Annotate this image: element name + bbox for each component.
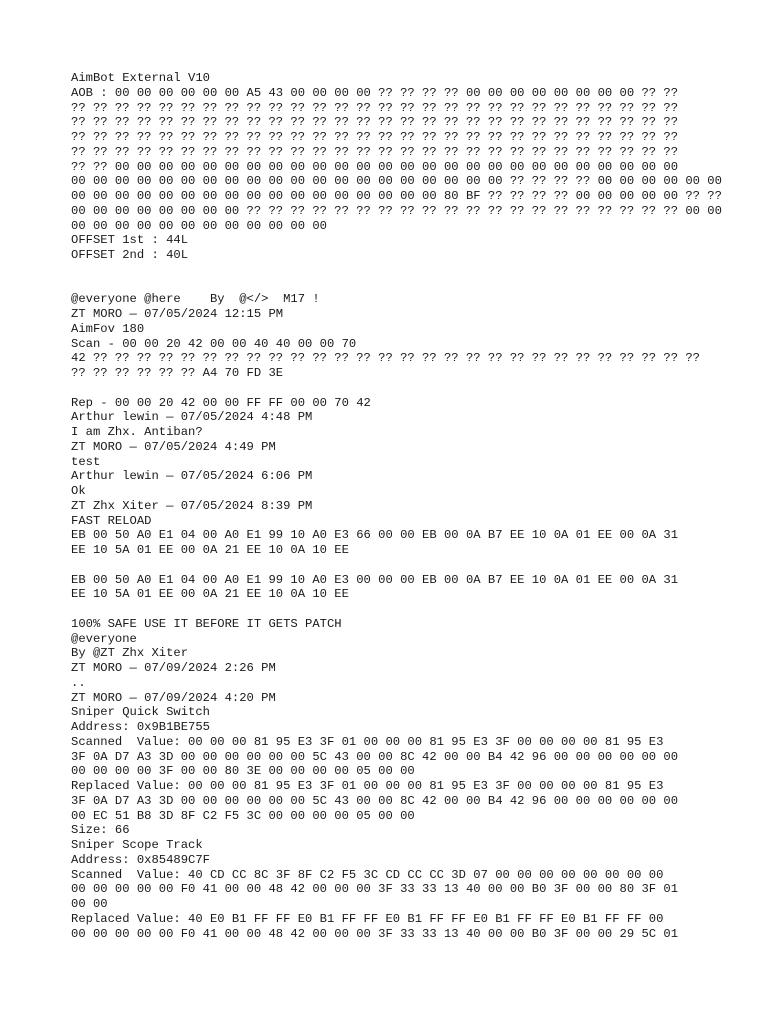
document-line: 00 00 00 00 00 F0 41 00 00 48 42 00 00 00 3F 33 33 13 40 00 00 B0 3F 00 00 29 5C 01 — [71, 926, 679, 941]
document-line — [71, 602, 711, 617]
document-line — [71, 263, 711, 278]
document-line: Scanned Value: 00 00 00 81 95 E3 3F 01 00 00 00 81 95 E3 3F 00 00 00 00 81 95 E3 — [71, 734, 664, 749]
document-line: ZT MORO — 07/05/2024 12:15 PM — [71, 307, 284, 321]
document-line: @everyone @here By @</> M17 ! — [71, 292, 320, 307]
document-line: OFFSET 1st : 44L — [71, 233, 189, 248]
document-line: Ok — [71, 484, 86, 498]
document-line: EE 10 5A 01 EE 00 0A 21 EE 10 0A 10 EE — [71, 543, 349, 557]
document-line: @everyone — [71, 631, 137, 646]
document-line: Sniper Quick Switch — [71, 705, 210, 720]
document-line: 00 00 00 00 00 00 00 00 00 00 00 00 00 00 00 00 00 00 00 00 ?? ?? ?? ?? 00 00 00 00 00 00 — [71, 174, 722, 189]
document-line: ?? ?? ?? ?? ?? ?? ?? ?? ?? ?? ?? ?? ?? ?? ?? ?? ?? ?? ?? ?? ?? ?? ?? ?? ?? ?? ?? ?? — [71, 100, 679, 115]
document-line: ?? ?? ?? ?? ?? ?? ?? ?? ?? ?? ?? ?? ?? ?? ?? ?? ?? ?? ?? ?? ?? ?? ?? ?? ?? ?? ?? ?? — [71, 130, 679, 144]
document-line: test — [71, 454, 101, 469]
document-line: Address: 0x85489C7F — [71, 852, 210, 867]
document-line: Size: 66 — [71, 823, 130, 838]
document-line: AimBot External V10 — [71, 71, 210, 85]
document-line: ?? ?? ?? ?? ?? ?? ?? ?? ?? ?? ?? ?? ?? ?? ?? ?? ?? ?? ?? ?? ?? ?? ?? ?? ?? ?? ?? ?? — [71, 144, 679, 159]
document-line: EB 00 50 A0 E1 04 00 A0 E1 99 10 A0 E3 00 00 00 EB 00 0A B7 EE 10 0A 01 EE 00 0A 31 — [71, 572, 679, 587]
document-line: ZT MORO — 07/09/2024 2:26 PM — [71, 661, 276, 675]
document-line — [71, 381, 711, 396]
document-line: FAST RELOAD — [71, 513, 152, 528]
document-line: Replaced Value: 40 E0 B1 FF FF E0 B1 FF FF E0 B1 FF FF E0 B1 FF FF E0 B1 FF FF 00 — [71, 911, 664, 926]
document-line: AOB : 00 00 00 00 00 00 A5 43 00 00 00 00 ?? ?? ?? ?? 00 00 00 00 00 00 00 00 ?? ?? — [71, 85, 679, 100]
document-line: 00 00 00 00 00 00 00 00 00 00 00 00 00 00 00 00 00 80 BF ?? ?? ?? ?? 00 00 00 00 00 ?? ?? — [71, 189, 722, 203]
document-line: 100% SAFE USE IT BEFORE IT GETS PATCH — [71, 616, 342, 631]
document-line: By @ZT Zhx Xiter — [71, 646, 189, 661]
document-line: Sniper Scope Track — [71, 838, 203, 852]
document-line: 00 EC 51 B8 3D 8F C2 F5 3C 00 00 00 00 05 00 00 — [71, 808, 415, 823]
document-line: Scan - 00 00 20 42 00 00 40 40 00 00 70 — [71, 336, 357, 351]
document-line: ZT MORO — 07/05/2024 4:49 PM — [71, 439, 276, 454]
document-line: Replaced Value: 00 00 00 81 95 E3 3F 01 00 00 00 81 95 E3 3F 00 00 00 00 81 95 E3 — [71, 779, 664, 793]
document-line: ZT Zhx Xiter — 07/05/2024 8:39 PM — [71, 498, 313, 513]
document-line: 3F 0A D7 A3 3D 00 00 00 00 00 00 5C 43 00 00 8C 42 00 00 B4 42 96 00 00 00 00 00 00 — [71, 749, 679, 764]
document-line: .. — [71, 675, 86, 690]
document-line: Scanned Value: 40 CD CC 8C 3F 8F C2 F5 3C CD CC CC 3D 07 00 00 00 00 00 00 00 00 — [71, 867, 664, 882]
document-line: Address: 0x9B1BE755 — [71, 720, 210, 734]
document-line: 00 00 00 00 00 F0 41 00 00 48 42 00 00 00 3F 33 33 13 40 00 00 B0 3F 00 00 80 3F 01 — [71, 882, 679, 897]
document-line: 00 00 00 00 00 00 00 00 00 00 00 00 — [71, 218, 327, 233]
document-line: OFFSET 2nd : 40L — [71, 248, 189, 262]
document-line — [71, 558, 711, 573]
document-line: ?? ?? ?? ?? ?? ?? A4 70 FD 3E — [71, 366, 284, 380]
document-line: 3F 0A D7 A3 3D 00 00 00 00 00 00 5C 43 00 00 8C 42 00 00 B4 42 96 00 00 00 00 00 00 — [71, 793, 679, 808]
document-line: ZT MORO — 07/09/2024 4:20 PM — [71, 690, 276, 705]
document-text — [71, 71, 722, 941]
document-line: AimFov 180 — [71, 321, 145, 336]
document-line: 00 00 — [71, 897, 108, 911]
document-line: 42 ?? ?? ?? ?? ?? ?? ?? ?? ?? ?? ?? ?? ?? ?? ?? ?? ?? ?? ?? ?? ?? ?? ?? ?? ?? ?? ?? ?? — [71, 351, 700, 366]
document-line: 00 00 00 00 3F 00 00 80 3E 00 00 00 00 05 00 00 — [71, 764, 415, 779]
document-line: Arthur lewin — 07/05/2024 6:06 PM — [71, 469, 313, 484]
document-line: I am Zhx. Antiban? — [71, 425, 203, 439]
document-line: 00 00 00 00 00 00 00 00 ?? ?? ?? ?? ?? ?? ?? ?? ?? ?? ?? ?? ?? ?? ?? ?? ?? ?? ?? ?? 00 00 — [71, 203, 722, 218]
document-line: ?? ?? ?? ?? ?? ?? ?? ?? ?? ?? ?? ?? ?? ?? ?? ?? ?? ?? ?? ?? ?? ?? ?? ?? ?? ?? ?? ?? — [71, 115, 679, 130]
document-line: EB 00 50 A0 E1 04 00 A0 E1 99 10 A0 E3 66 00 00 EB 00 0A B7 EE 10 0A 01 EE 00 0A 31 — [71, 528, 679, 543]
document-line — [71, 278, 711, 293]
document-line: ?? ?? 00 00 00 00 00 00 00 00 00 00 00 00 00 00 00 00 00 00 00 00 00 00 00 00 00 00 — [71, 159, 679, 174]
document-line: Arthur lewin — 07/05/2024 4:48 PM — [71, 410, 313, 425]
document-line: EE 10 5A 01 EE 00 0A 21 EE 10 0A 10 EE — [71, 587, 349, 602]
document-line: Rep - 00 00 20 42 00 00 FF FF 00 00 70 42 — [71, 395, 371, 410]
